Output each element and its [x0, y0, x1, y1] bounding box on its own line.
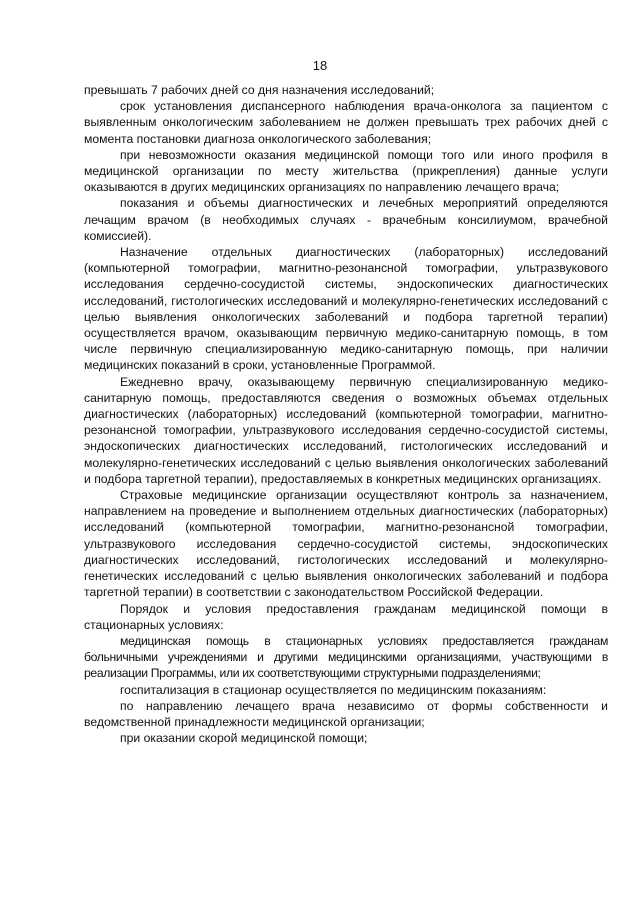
document-body: [84, 82, 608, 746]
paragraph: Страховые медицинские организации осуществляют контроль за назначением, направлением на проведение и выполнением отдельных диагностических (лабораторных) исследований (компьютерной томографии, магнитно-резонансной томографии, ультразвукового исследования сердечно-сосудистой системы, эндоскопических диагностических исследований, гистологических исследований и молекулярно-генетических исследований с целью выявления онкологических заболеваний и подбора таргетной терапии) в соответствии с законодательством Российской Федерации.: [84, 488, 608, 600]
paragraph: при невозможности оказания медицинской помощи того или иного профиля в медицинской организации по месту жительства (прикрепления) данные услуги оказываются в других медицинских организациях по направлению лечащего врача;: [84, 147, 608, 195]
paragraph: Назначение отдельных диагностических (лабораторных) исследований (компьютерной томографии, магнитно-резонансной томографии, ультразвукового исследования сердечно-сосудистой системы, эндоскопических диагностических исследований, гистологических исследований и молекулярно-генетических исследований с целью выявления онкологических заболеваний и подбора таргетной терапии) осуществляется врачом, оказывающим первичную медико-санитарную помощь, в том числе первичную специализированную медико-санитарную помощь, при наличии медицинских показаний в сроки, установленные Программой.: [84, 245, 608, 373]
paragraph: Ежедневно врачу, оказывающему первичную специализированную медико-санитарную помощь, предоставляются сведения о возможных объемах отдельных диагностических (лабораторных) исследований (компьютерной томографии, магнитно-резонансной томографии, ультразвукового исследования сердечно-сосудистой системы, эндоскопических диагностических исследований, гистологических исследований и молекулярно-генетических исследований с целью выявления онкологических заболеваний и подбора таргетной терапии), предоставляемых в конкретных медицинских организациях.: [84, 374, 608, 486]
paragraph: госпитализация в стационар осуществляется по медицинским показаниям:: [120, 682, 547, 697]
paragraph: показания и объемы диагностических и лечебных мероприятий определяются лечащим врачом (в необходимых случаях - врачебным консилиумом, врачебной комиссией).: [84, 196, 608, 243]
paragraph: по направлению лечащего врача независимо от формы собственности и ведомственной принадлежности медицинской организации;: [84, 698, 608, 729]
paragraph: при оказании скорой медицинской помощи;: [120, 731, 368, 746]
paragraph: медицинская помощь в стационарных условиях предоставляется гражданам больничными учреждениями и другими медицинскими организациями, участвующими в реализации Программы, или их соответствующими структурными подразделениями;: [84, 633, 608, 681]
page-number: 18: [312, 58, 328, 73]
paragraph: превышать 7 рабочих дней со дня назначения исследований;: [84, 83, 435, 97]
paragraph: Порядок и условия предоставления гражданам медицинской помощи в стационарных условиях:: [84, 601, 608, 632]
paragraph: срок установления диспансерного наблюдения врача-онколога за пациентом с выявленным онкологическим заболеванием не должен превышать трех рабочих дней с момента постановки диагноза онкологического заболевания;: [84, 99, 608, 146]
